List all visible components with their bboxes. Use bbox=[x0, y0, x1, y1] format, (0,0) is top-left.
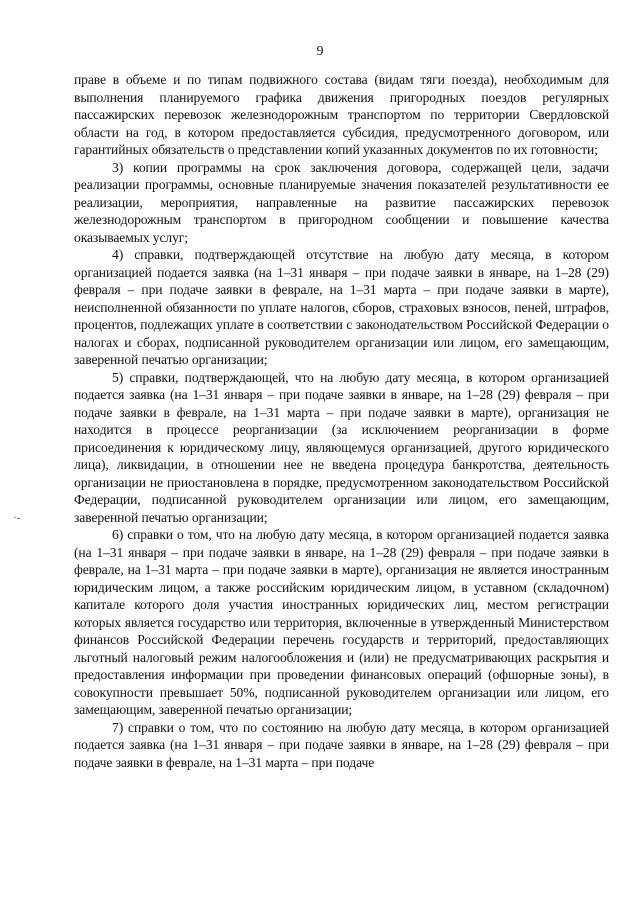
margin-mark: ·- bbox=[13, 512, 21, 524]
paragraph-item-3: 3) копии программы на срок заключения договора, содержащей цели, задачи реализации программы, основные планируемые значения показателей результативности ее реализации, мероприятия, направленные на развитие пассажирских перевозок железнодорожным транспортом в пригородном сообщении и повышение качества оказываемых услуг; bbox=[74, 159, 609, 245]
paragraph-item-7: 7) справки о том, что по состоянию на любую дату месяца, в котором организацией подается заявка (на 1–31 января – при подаче заявки в январе, на 1–28 (29) февраля – при подаче заявки в феврале, на 1–31 марта – при подаче bbox=[74, 719, 609, 770]
document-body bbox=[74, 71, 609, 771]
paragraph-item-4: 4) справки, подтверждающей отсутствие на любую дату месяца, в котором организацией подается заявка (на 1–31 января – при подаче заявки в январе, на 1–28 (29) февраля – при подаче заявки в феврале, на 1–31 марта – при подаче заявки в марте), неисполненной обязанности по уплате налогов, сборов, страховых взносов, пеней, штрафов, процентов, подлежащих уплате в соответствии с законодательством Российской Федерации о налогах и сборах, подписанной руководителем организации или лицом, его замещающим, заверенной печатью организации; bbox=[74, 247, 609, 367]
paragraph-continuation: праве в объеме и по типам подвижного состава (видам тяги поезда), необходимым для выполнения планируемого графика движения пригородных поездов регулярных пассажирских перевозок железнодорожным транспортом по территории Свердловской области на год, в котором предоставляется субсидия, предусмотренного договором, или гарантийных обязательств о представлении копий указанных документов по их готовности; bbox=[74, 72, 609, 157]
page-number: 9 bbox=[316, 44, 324, 59]
paragraph-item-6: 6) справки о том, что на любую дату месяца, в котором организацией подается заявка (на 1–31 января – при подаче заявки в январе, на 1–28 (29) февраля – при подаче заявки в феврале, на 1–31 марта – при подаче заявки в марте), организация не является иностранным юридическим лицом, а также российским юридическим лицом, в уставном (складочном) капитале которого доля участия иностранных юридических лиц, местом регистрации которых является государство или территория, включенные в утвержденный Министерством финансов Российской Федерации перечень государств и территорий, предоставляющих льготный налоговый режим налогообложения и (или) не предусматривающих раскрытия и предоставления информации при проведении финансовых операций (офшорные зоны), в совокупности превышает 50%, подписанной руководителем организации или лицом, его замещающим, заверенной печатью организации; bbox=[74, 527, 609, 717]
paragraph-item-5: 5) справки, подтверждающей, что на любую дату месяца, в котором организацией подается заявка (на 1–31 января – при подаче заявки в январе, на 1–28 (29) февраля – при подаче заявки в феврале, на 1–31 марта – при подаче заявки в марте), организация не находится в процессе реорганизации (за исключением реорганизации в форме присоединения к юридическому лицу, являющемуся организацией, другого юридического лица), ликвидации, в отношении нее не введена процедура банкротства, деятельность организации не приостановлена в порядке, предусмотренном законодательством Российской Федерации, подписанной руководителем организации или лицом, его замещающим, заверенной печатью организации; bbox=[74, 369, 609, 525]
